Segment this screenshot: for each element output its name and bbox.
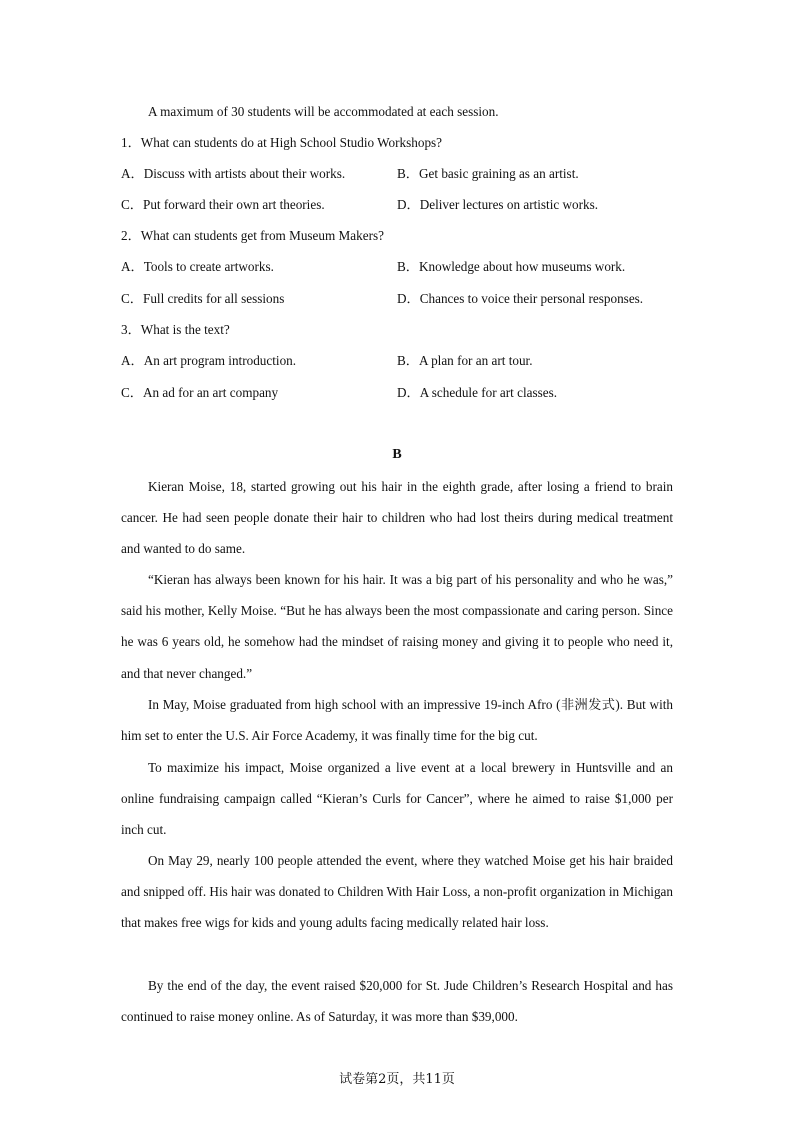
question-3-option-b[interactable]: B．A plan for an art tour. <box>397 353 533 368</box>
question-3-option-d[interactable]: D．A schedule for art classes. <box>397 385 558 400</box>
question-2-option-b[interactable]: B．Knowledge about how museums work. <box>397 259 626 274</box>
question-2-stem: 2．What can students get from Museum Makers? <box>121 228 384 243</box>
question-1-option-b[interactable]: B．Get basic graining as an artist. <box>397 166 579 181</box>
section-b-title: B <box>392 447 402 462</box>
question-2-option-c[interactable]: C．Full credits for all sessions <box>121 291 285 306</box>
question-1-option-d[interactable]: D．Deliver lectures on artistic works. <box>397 197 599 212</box>
passage-paragraph-4: To maximize his impact, Moise organized a live event at a local brewery in Huntsville and an online fundraising campaign called “Kieran’s Curls for Cancer”, where he aimed to raise $1,000 per inch cut. <box>121 760 673 838</box>
question-1-option-a[interactable]: A．Discuss with artists about their works. <box>121 166 346 181</box>
question-2-option-d[interactable]: D．Chances to voice their personal responses. <box>397 291 644 306</box>
question-1-option-c[interactable]: C．Put forward their own art theories. <box>121 197 325 212</box>
question-3-option-a[interactable]: A．An art program introduction. <box>121 353 297 368</box>
question-3-stem: 3．What is the text? <box>121 322 230 337</box>
page-footer: 试卷第2页，共11页 <box>339 1072 455 1087</box>
passage-paragraph-2: “Kieran has always been known for his hair. It was a big part of his personality and who he was,” said his mother, Kelly Moise. “But he has always been the most compassionate and caring person. Since he was 6 years old, he somehow had the mindset of raising money and giving it to people who need it, and that never changed.” <box>121 572 673 681</box>
intro-line: A maximum of 30 students will be accommodated at each session. <box>148 104 499 119</box>
passage-paragraph-3: In May, Moise graduated from high school with an impressive 19-inch Afro (非洲发式). But with him set to enter the U.S. Air Force Academy, it was finally time for the big cut. <box>121 697 673 744</box>
question-3-option-c[interactable]: C．An ad for an art company <box>121 385 279 400</box>
passage-paragraph-6: By the end of the day, the event raised $20,000 for St. Jude Children’s Research Hospital and has continued to raise money online. As of Saturday, it was more than $39,000. <box>121 978 673 1025</box>
question-1-stem: 1．What can students do at High School Studio Workshops? <box>121 135 443 150</box>
passage-paragraph-1: Kieran Moise, 18, started growing out his hair in the eighth grade, after losing a friend to brain cancer. He had seen people donate their hair to children who had lost theirs during medical treatment and wanted to do same. <box>121 479 673 557</box>
question-2-option-a[interactable]: A．Tools to create artworks. <box>121 259 274 274</box>
passage-paragraph-5: On May 29, nearly 100 people attended the event, where they watched Moise get his hair braided and snipped off. His hair was donated to Children With Hair Loss, a non-profit organization in Michigan that makes free wigs for kids and young adults facing medically related hair loss. <box>121 853 673 931</box>
